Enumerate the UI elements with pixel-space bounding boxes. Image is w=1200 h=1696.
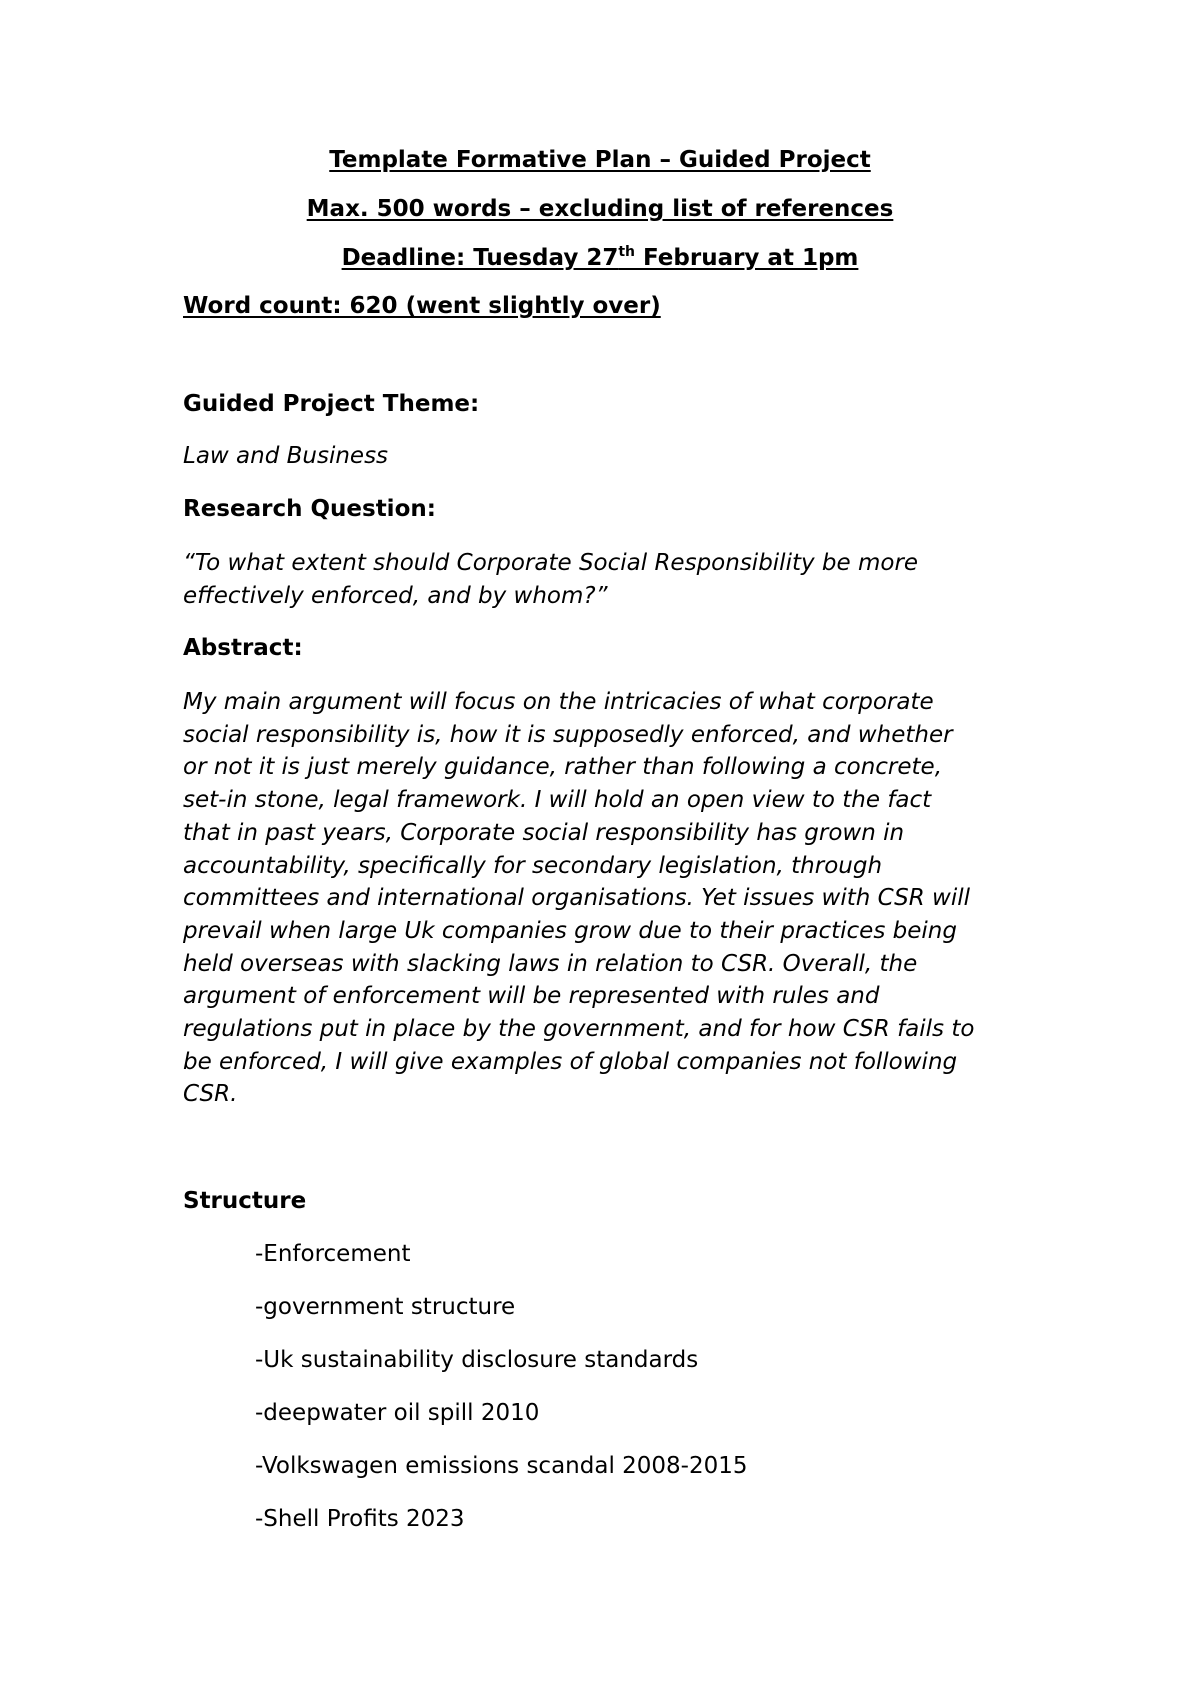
deadline-superscript: th: [618, 244, 635, 260]
structure-item: -deepwater oil spill 2010: [255, 1400, 540, 1426]
research-question-line: “To what extent should Corporate Social Responsibility be more: [183, 550, 919, 576]
abstract-line: that in past years, Corporate social responsibility has grown in: [183, 819, 905, 846]
word-count-text: Word count: 620 (went slightly over): [183, 293, 661, 319]
abstract-line: or not it is just merely guidance, rather than following a concrete,: [183, 754, 943, 781]
structure-item: -Uk sustainability disclosure standards: [255, 1347, 699, 1373]
abstract-line: prevail when large Uk companies grow due to their practices being: [183, 917, 957, 944]
structure-item: -government structure: [255, 1294, 516, 1320]
abstract-line: argument of enforcement will be represented with rules and: [183, 983, 880, 1010]
abstract-line: social responsibility is, how it is supposedly enforced, and whether: [183, 721, 953, 748]
max-words-text: Max. 500 words – excluding list of references: [306, 196, 894, 222]
theme-heading: Guided Project Theme:: [183, 391, 480, 417]
abstract-line: My main argument will focus on the intricacies of what corporate: [183, 689, 934, 715]
deadline-line: [0, 243, 1200, 273]
research-question-line: effectively enforced, and by whom?”: [183, 582, 608, 609]
structure-item: -Enforcement: [255, 1241, 411, 1267]
abstract-line: regulations put in place by the government, and for how CSR fails to: [183, 1016, 975, 1043]
theme-value: Law and Business: [183, 443, 389, 469]
document-title-text: Template Formative Plan – Guided Project: [329, 147, 871, 173]
structure-heading: Structure: [183, 1188, 307, 1214]
abstract-line: accountability, specifically for secondary legislation, through: [183, 852, 883, 879]
abstract-line: CSR.: [183, 1081, 238, 1108]
abstract-line: be enforced, I will give examples of global companies not following: [183, 1048, 958, 1075]
deadline-text: [342, 245, 859, 271]
research-question-heading: Research Question:: [183, 496, 436, 522]
document-title: [0, 145, 1200, 175]
abstract-heading: Abstract:: [183, 635, 303, 661]
abstract-line: committees and international organisations. Yet issues with CSR will: [183, 885, 971, 912]
max-words-line: [0, 194, 1200, 224]
abstract-line: set-in stone, legal framework. I will hold an open view to the fact: [183, 787, 932, 814]
abstract-text: [183, 686, 1043, 1111]
word-count-line: [183, 291, 661, 321]
deadline-suffix: February at 1pm: [635, 245, 859, 271]
deadline-prefix: Deadline: Tuesday 27: [341, 245, 619, 271]
structure-item: -Volkswagen emissions scandal 2008-2015: [255, 1453, 748, 1479]
structure-item: -Shell Profits 2023: [255, 1506, 465, 1532]
abstract-line: held overseas with slacking laws in relation to CSR. Overall, the: [183, 950, 918, 977]
research-question-text: [183, 547, 1043, 612]
